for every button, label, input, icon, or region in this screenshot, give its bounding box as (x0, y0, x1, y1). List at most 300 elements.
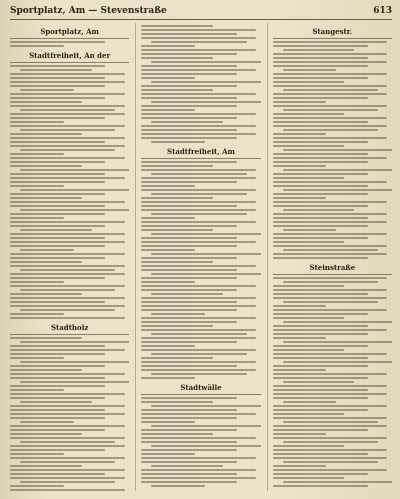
directory-entry (20, 421, 74, 423)
section-heading: Steinstraße (309, 263, 356, 272)
directory-entry (10, 157, 125, 159)
directory-entry (20, 89, 74, 91)
directory-entry (273, 65, 368, 67)
directory-entry (283, 69, 337, 71)
directory-entry (141, 361, 256, 363)
directory-entry (273, 337, 327, 339)
directory-entry (10, 201, 125, 203)
directory-entry (10, 45, 64, 47)
directory-entry (273, 101, 327, 103)
directory-entry (273, 61, 388, 63)
directory-entry (10, 73, 125, 75)
directory-entry (283, 461, 378, 463)
directory-entry (273, 329, 388, 331)
directory-entry (141, 437, 256, 439)
directory-entry (141, 181, 236, 183)
directory-entry (273, 277, 388, 279)
directory-entry (273, 77, 368, 79)
directory-entry (20, 189, 129, 191)
directory-entry (273, 373, 388, 375)
directory-entry (141, 165, 213, 167)
directory-entry (10, 353, 105, 355)
directory-entry (20, 401, 92, 403)
directory-entry (141, 329, 256, 331)
directory-entry (10, 121, 64, 123)
section-heading: Stangestr. (312, 27, 353, 36)
directory-entry (10, 449, 105, 451)
directory-entry (141, 105, 236, 107)
directory-entry (273, 197, 327, 199)
directory-entry (10, 365, 105, 367)
directory-entry (141, 441, 236, 443)
directory-entry (20, 481, 115, 483)
directory-entry (151, 253, 260, 255)
directory-entry (283, 229, 337, 231)
directory-entry (273, 217, 368, 219)
directory-entry (273, 313, 368, 315)
directory-entry (141, 469, 256, 471)
directory-entry (10, 313, 64, 315)
directory-entry (273, 465, 327, 467)
directory-entry (10, 213, 105, 215)
directory-entry (273, 45, 368, 47)
directory-entry (273, 429, 368, 431)
directory-entry (10, 65, 105, 67)
directory-entry (273, 157, 388, 159)
directory-column-2 (135, 23, 260, 491)
directory-entry (141, 453, 195, 455)
directory-entry (141, 49, 256, 51)
directory-entry (10, 217, 64, 219)
directory-entry (141, 481, 236, 483)
directory-entry (20, 381, 129, 383)
directory-entry (141, 317, 256, 319)
directory-entry (10, 281, 64, 283)
directory-entry (141, 397, 236, 399)
directory-entry (283, 421, 378, 423)
directory-entry (10, 473, 105, 475)
directory-entry (273, 469, 388, 471)
directory-entry (141, 177, 256, 179)
directory-entry (273, 141, 368, 143)
directory-entry (10, 489, 125, 491)
directory-entry (273, 365, 368, 367)
directory-entry (273, 457, 388, 459)
directory-entry (141, 169, 256, 171)
directory-entry (151, 121, 223, 123)
directory-entry (273, 245, 388, 247)
directory-entry (273, 317, 345, 319)
directory-entry (141, 125, 256, 127)
directory-entry (273, 241, 345, 243)
directory-entry (141, 341, 236, 343)
directory-entry (283, 401, 337, 403)
directory-entry (141, 25, 213, 27)
directory-entry (141, 377, 195, 379)
directory-entry (273, 413, 345, 415)
directory-entry (10, 273, 125, 275)
directory-entry (151, 485, 205, 487)
directory-entry (10, 241, 125, 243)
directory-entry (141, 29, 256, 31)
directory-entry (10, 161, 105, 163)
directory-entry (141, 433, 213, 435)
directory-entry (141, 257, 236, 259)
directory-entry (141, 69, 256, 71)
directory-entry (10, 413, 125, 415)
directory-entry (141, 217, 195, 219)
directory-entry (141, 245, 236, 247)
section-heading: Stadtfreiheit, Am (167, 147, 235, 156)
directory-entry (10, 261, 82, 263)
directory-entry (141, 37, 256, 39)
directory-entry (141, 297, 256, 299)
directory-entry (10, 409, 105, 411)
section-heading: Stadtholz (50, 323, 89, 332)
directory-entry (273, 137, 388, 139)
directory-entry (10, 469, 125, 471)
directory-entry (273, 473, 368, 475)
directory-entry (141, 337, 256, 339)
directory-entry (141, 109, 195, 111)
directory-entry (141, 473, 236, 475)
directory-entry (10, 349, 125, 351)
directory-entry (10, 377, 105, 379)
directory-entry (10, 181, 105, 183)
page-number: 613 (373, 6, 392, 16)
directory-entry (10, 389, 64, 391)
directory-entry (10, 245, 105, 247)
directory-entry (283, 361, 392, 363)
directory-entry (141, 209, 256, 211)
directory-entry (151, 465, 223, 467)
directory-entry (273, 433, 327, 435)
directory-entry (273, 85, 388, 87)
directory-entry (141, 285, 256, 287)
directory-entry (20, 109, 115, 111)
directory-entry (20, 341, 129, 343)
directory-entry (273, 53, 388, 55)
directory-entry (10, 85, 105, 87)
directory-entry (141, 421, 195, 423)
section-heading: Sportplatz, Am (40, 27, 99, 36)
heading-rule (10, 62, 129, 63)
directory-entry (141, 409, 236, 411)
directory-entry (273, 453, 368, 455)
directory-entry (283, 249, 378, 251)
directory-entry (141, 301, 236, 303)
directory-entry (151, 173, 246, 175)
directory-entry (10, 357, 64, 359)
directory-entry (141, 45, 195, 47)
directory-entry (273, 309, 388, 311)
directory-entry (10, 317, 125, 319)
directory-entry (141, 305, 256, 307)
directory-entry (273, 57, 368, 59)
directory-entry (20, 129, 115, 131)
directory-entry (10, 297, 125, 299)
directory-entry (283, 149, 392, 151)
directory-entry (10, 93, 125, 95)
directory-entry (273, 417, 388, 419)
directory-entry (273, 185, 368, 187)
directory-entry (151, 333, 246, 335)
heading-rule (141, 158, 260, 159)
directory-entry (141, 57, 213, 59)
directory-entry (151, 41, 246, 43)
directory-entry (141, 221, 256, 223)
directory-entry (283, 169, 392, 171)
directory-entry (10, 265, 125, 267)
directory-entry (10, 485, 64, 487)
directory-entry (10, 417, 105, 419)
directory-entry (273, 449, 388, 451)
directory-entry (20, 309, 115, 311)
directory-entry (151, 233, 260, 235)
directory-entry (141, 33, 236, 35)
directory-entry (10, 101, 82, 103)
directory-entry (10, 133, 82, 135)
directory-entry (10, 125, 125, 127)
directory-entry (20, 249, 74, 251)
directory-entry (141, 161, 236, 163)
directory-entry (10, 97, 105, 99)
directory-entry (20, 289, 115, 291)
directory-entry (10, 77, 105, 79)
directory-entry (283, 49, 355, 51)
directory-entry (10, 437, 125, 439)
directory-entry (141, 185, 195, 187)
directory-entry (141, 73, 236, 75)
directory-entry (10, 453, 64, 455)
section-heading: Stadtfreiheit, An der (29, 51, 111, 60)
directory-entry (10, 425, 125, 427)
directory-entry (10, 185, 64, 187)
directory-entry (10, 477, 125, 479)
directory-entry (10, 393, 125, 395)
directory-entry (141, 349, 256, 351)
directory-entry (273, 445, 345, 447)
directory-entry (10, 237, 105, 239)
directory-entry (141, 93, 256, 95)
directory-entry (273, 349, 345, 351)
directory-entry (273, 181, 388, 183)
directory-entry (273, 73, 388, 75)
directory-entry (273, 93, 388, 95)
directory-entry (283, 109, 378, 111)
directory-entry (273, 125, 388, 127)
directory-entry (273, 325, 368, 327)
directory-entry (273, 385, 388, 387)
directory-entry (141, 477, 256, 479)
directory-entry (141, 201, 256, 203)
directory-entry (141, 85, 236, 87)
directory-entry (10, 445, 125, 447)
directory-entry (141, 77, 195, 79)
directory-entry (20, 269, 115, 271)
directory-entry (10, 137, 125, 139)
directory-entry (10, 153, 64, 155)
directory-entry (151, 273, 260, 275)
directory-entry (10, 301, 105, 303)
directory-entry (273, 177, 345, 179)
directory-columns (10, 23, 392, 491)
directory-entry (10, 113, 125, 115)
directory-entry (273, 293, 368, 295)
directory-entry (141, 89, 213, 91)
directory-entry (10, 173, 105, 175)
directory-entry (283, 89, 378, 91)
directory-entry (141, 229, 213, 231)
directory-entry (273, 477, 345, 479)
directory-entry (141, 237, 236, 239)
directory-entry (141, 269, 236, 271)
directory-entry (151, 425, 260, 427)
directory-entry (273, 257, 368, 259)
directory-entry (141, 417, 236, 419)
directory-entry (10, 221, 125, 223)
directory-entry (273, 237, 368, 239)
directory-entry (141, 241, 256, 243)
directory-entry (273, 117, 388, 119)
directory-entry (10, 197, 82, 199)
directory-entry (10, 253, 125, 255)
directory-entry (151, 293, 223, 295)
directory-entry (141, 65, 236, 67)
directory-entry (141, 261, 213, 263)
directory-entry (283, 321, 392, 323)
directory-entry (10, 41, 105, 43)
directory-entry (141, 277, 236, 279)
directory-entry (273, 253, 388, 255)
directory-entry (273, 353, 388, 355)
directory-entry (10, 385, 105, 387)
directory-entry (141, 457, 256, 459)
directory-entry (20, 69, 92, 71)
directory-entry (141, 113, 256, 115)
directory-entry (10, 205, 105, 207)
directory-entry (141, 429, 236, 431)
directory-entry (10, 257, 105, 259)
directory-entry (141, 205, 236, 207)
directory-entry (273, 333, 368, 335)
directory-entry (141, 401, 213, 403)
directory-entry (141, 133, 256, 135)
directory-entry (273, 201, 388, 203)
directory-entry (10, 277, 105, 279)
directory-entry (151, 101, 260, 103)
directory-entry (10, 177, 125, 179)
directory-entry (10, 373, 125, 375)
directory-entry (20, 461, 115, 463)
directory-entry (10, 305, 125, 307)
directory-entry (273, 153, 368, 155)
directory-entry (10, 369, 82, 371)
directory-entry (141, 461, 236, 463)
directory-entry (273, 121, 368, 123)
heading-rule (273, 274, 392, 275)
directory-entry (273, 409, 368, 411)
heading-rule (10, 38, 129, 39)
directory-entry (151, 81, 260, 83)
directory-entry (141, 449, 236, 451)
directory-entry (141, 281, 195, 283)
directory-entry (283, 189, 392, 191)
directory-entry (273, 285, 345, 287)
directory-entry (151, 141, 205, 143)
directory-entry (283, 381, 355, 383)
directory-entry (151, 445, 260, 447)
directory-entry (273, 233, 388, 235)
directory-entry (283, 481, 392, 483)
directory-entry (20, 169, 129, 171)
directory-entry (273, 193, 368, 195)
directory-entry (151, 405, 260, 407)
directory-entry (141, 225, 236, 227)
directory-entry (10, 337, 82, 339)
directory-entry (273, 97, 368, 99)
heading-rule (273, 38, 392, 39)
directory-entry (273, 357, 368, 359)
directory-entry (141, 265, 256, 267)
directory-entry (151, 213, 246, 215)
directory-entry (20, 149, 115, 151)
directory-entry (10, 345, 105, 347)
directory-entry (10, 293, 82, 295)
directory-entry (20, 441, 115, 443)
directory-entry (273, 405, 388, 407)
directory-entry (151, 373, 246, 375)
directory-entry (141, 345, 195, 347)
directory-entry (141, 137, 236, 139)
directory-entry (273, 173, 368, 175)
directory-entry (10, 429, 105, 431)
directory-entry (151, 313, 205, 315)
directory-entry (273, 165, 327, 167)
directory-entry (273, 205, 368, 207)
heading-rule (141, 394, 260, 395)
directory-entry (283, 129, 378, 131)
directory-entry (141, 309, 236, 311)
directory-entry (273, 485, 368, 487)
directory-entry (273, 297, 388, 299)
directory-entry (273, 345, 368, 347)
directory-entry (273, 105, 388, 107)
directory-entry (20, 209, 129, 211)
directory-entry (273, 113, 345, 115)
directory-entry (273, 289, 388, 291)
running-head-title: Sportplatz, Am — Stevenstraße (10, 6, 167, 16)
directory-entry (141, 369, 256, 371)
directory-entry (273, 145, 345, 147)
directory-entry (273, 221, 388, 223)
directory-entry (10, 165, 82, 167)
directory-entry (10, 397, 105, 399)
directory-entry (273, 41, 388, 43)
directory-entry (10, 225, 105, 227)
directory-entry (141, 249, 195, 251)
directory-entry (10, 193, 105, 195)
directory-entry (273, 225, 368, 227)
directory-entry (141, 321, 236, 323)
directory-entry (10, 405, 125, 407)
directory-entry (20, 229, 92, 231)
directory-entry (141, 197, 213, 199)
directory-entry (10, 141, 105, 143)
directory-entry (10, 145, 125, 147)
directory-entry (273, 213, 388, 215)
directory-entry (141, 325, 213, 327)
